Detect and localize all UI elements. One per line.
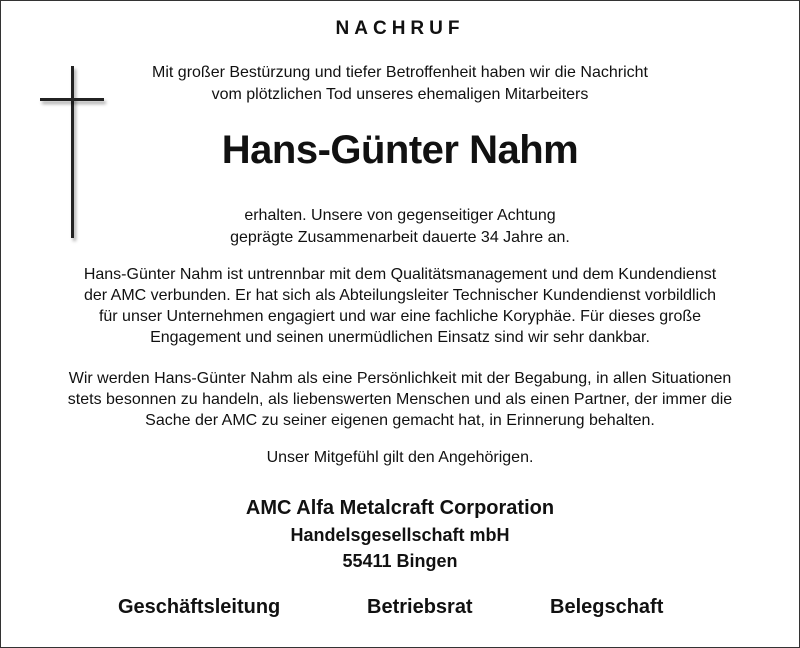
signatory-management: Geschäftsleitung	[118, 596, 281, 618]
intro-line: vom plötzlichen Tod unseres ehemaligen Mitarbeiters	[211, 86, 589, 103]
company-type: Handelsgesellschaft mbH	[290, 525, 510, 545]
after-name-line: geprägte Zusammenarbeit dauerte 34 Jahre an.	[230, 229, 570, 246]
paragraph-1	[0, 264, 800, 348]
paragraph-line: der AMC verbunden. Er hat sich als Abteilungsleiter Technischer Kundendienst vorbildlich	[83, 287, 717, 304]
paragraph-line: Sache der AMC zu seiner eigenen gemacht hat, in Erinnerung behalten.	[145, 412, 655, 429]
company-name: AMC Alfa Metalcraft Corporation	[245, 497, 555, 519]
paragraph-line: stets besonnen zu handeln, als liebenswerten Menschen und als einen Partner, der immer die	[67, 391, 733, 408]
sympathy-text: Unser Mitgefühl gilt den Angehörigen.	[266, 449, 534, 466]
after-name-text	[0, 205, 800, 249]
company-address: 55411 Bingen	[342, 551, 458, 571]
paragraph-line: Wir werden Hans-Günter Nahm als eine Persönlichkeit mit der Begabung, in allen Situationen	[68, 370, 732, 387]
paragraph-line: Hans-Günter Nahm ist untrennbar mit dem Qualitätsmanagement und dem Kundendienst	[83, 266, 717, 283]
paragraph-2	[0, 368, 800, 431]
heading: NACHRUF	[335, 18, 465, 39]
paragraph-line: für unser Unternehmen engagiert und war eine fachliche Koryphäe. Für dieses große	[98, 308, 702, 325]
paragraph-line: Engagement und seinen unermüdlichen Einsatz sind wir sehr dankbar.	[150, 329, 650, 346]
signatory-staff: Belegschaft	[550, 596, 664, 618]
intro-text	[0, 62, 800, 106]
signatory-works-council: Betriebsrat	[367, 596, 473, 618]
after-name-line: erhalten. Unsere von gegenseitiger Achtung	[244, 207, 556, 224]
intro-line: Mit großer Bestürzung und tiefer Betroffenheit haben wir die Nachricht	[152, 64, 648, 81]
deceased-name: Hans-Günter Nahm	[221, 128, 579, 172]
